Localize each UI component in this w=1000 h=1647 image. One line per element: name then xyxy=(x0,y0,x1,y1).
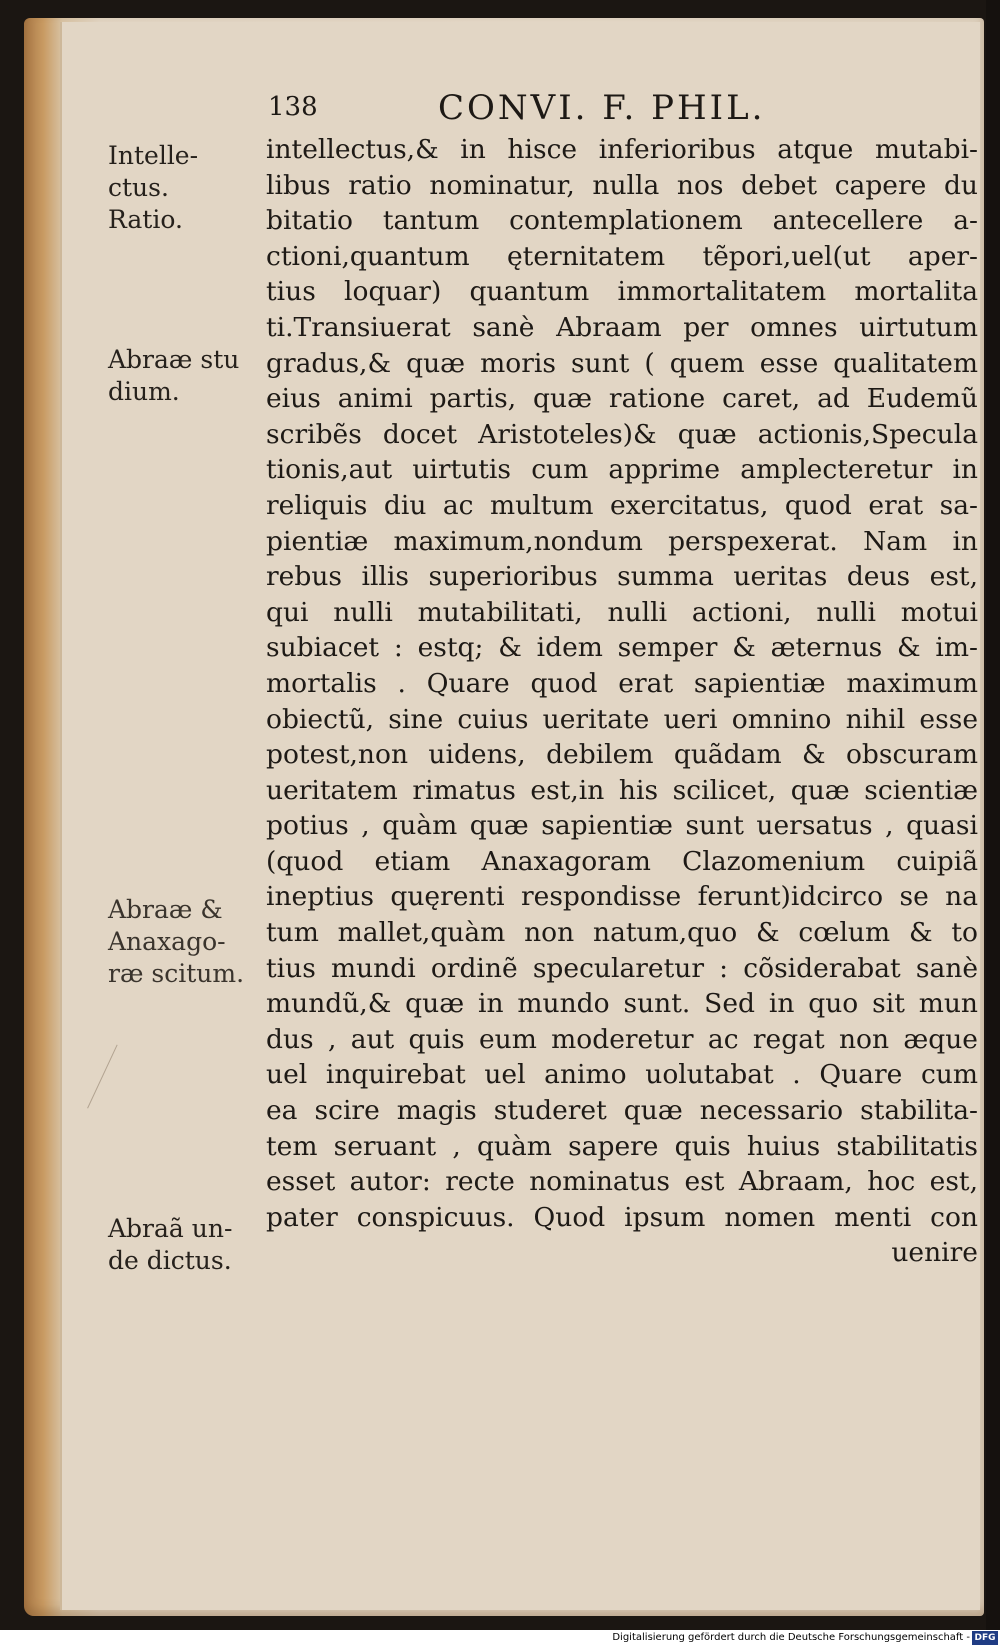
text-line: gradus,& quæ moris sunt ( quem esse qualitatem xyxy=(266,347,978,379)
text-line: (quod etiam Anaxagoram Clazomenium cuipiã xyxy=(266,845,978,877)
text-line: ti.Transiuerat sanè Abraam per omnes uirtutum xyxy=(266,311,978,343)
text-line: uel inquirebat uel animo uolutabat . Quare cum xyxy=(266,1059,978,1091)
scan-right-border xyxy=(986,0,1000,1630)
running-title: CONVI. F. PHIL. xyxy=(438,88,766,128)
margin-note-abraam-unde-dictus xyxy=(108,1213,268,1277)
text-line: tum mallet,quàm non natum,quo & cœlum & to xyxy=(266,917,978,949)
margin-note-line: Ratio. xyxy=(108,205,183,234)
text-line: qui nulli mutabilitati, nulli actioni, nulli motui xyxy=(266,596,978,628)
margin-note-line: Abraã un- xyxy=(108,1214,233,1243)
margin-note-line: dium. xyxy=(108,377,180,406)
margin-note-line: Abraæ & xyxy=(108,895,223,924)
margin-note-line: ctus. xyxy=(108,173,169,202)
running-head xyxy=(268,88,828,134)
page-number: 138 xyxy=(268,92,318,122)
margin-note-line: Intelle- xyxy=(108,141,199,170)
margin-note-line: Abraæ stu xyxy=(108,345,240,374)
text-line: ea scire magis studeret quæ necessario stabilita- xyxy=(266,1095,978,1127)
text-line: mundũ,& quæ in mundo sunt. Sed in quo sit mun xyxy=(266,988,978,1020)
margin-note-abrae-anaxagorae xyxy=(108,894,268,990)
text-line: ctioni,quantum ęternitatem tẽpori,uel(ut aper- xyxy=(266,240,978,272)
text-line: pientiæ maximum,nondum perspexerat. Nam in xyxy=(266,525,978,557)
text-line: tionis,aut uirtutis cum apprime amplecteretur in xyxy=(266,454,978,486)
funding-credit: Digitalisierung gefördert durch die Deutsche Forschungsgemeinschaft - xyxy=(612,1632,970,1643)
text-line: uenire xyxy=(891,1237,978,1269)
text-line: eius animi partis, quæ ratione caret, ad Eudemũ xyxy=(266,383,978,415)
text-line: reliquis diu ac multum exercitatus, quod erat sa- xyxy=(266,489,978,521)
text-line: ineptius quęrenti respondisse ferunt)idcirco se na xyxy=(266,881,978,913)
text-line: tius mundi ordinẽ specularetur : cõsiderabat sanè xyxy=(266,952,978,984)
margin-note-line: Anaxago- xyxy=(108,927,226,956)
text-line: bitatio tantum contemplationem antecellere a- xyxy=(266,205,978,237)
text-line: potest,non uidens, debilem quãdam & obscuram xyxy=(266,739,978,771)
text-line: subiacet : estq; & idem semper & æternus & im- xyxy=(266,632,978,664)
text-line: obiectũ, sine cuius ueritate ueri omnino nihil esse xyxy=(266,703,978,735)
text-line: potius , quàm quæ sapientiæ sunt uersatus , quasi xyxy=(266,810,978,842)
margin-note-line: ræ scitum. xyxy=(108,959,245,988)
dfg-logo: DFG xyxy=(972,1631,998,1645)
margin-note-line: de dictus. xyxy=(108,1246,232,1275)
body-text xyxy=(266,132,978,1271)
margin-note-intellectus xyxy=(108,140,268,236)
text-line: rebus illis superioribus summa ueritas deus est, xyxy=(266,561,978,593)
text-line: mortalis . Quare quod erat sapientiæ maximum xyxy=(266,667,978,699)
text-line: dus , aut quis eum moderetur ac regat non æque xyxy=(266,1023,978,1055)
text-line: libus ratio nominatur, nulla nos debet capere du xyxy=(266,169,978,201)
text-line: scribẽs docet Aristoteles)& quæ actionis,Specula xyxy=(266,418,978,450)
text-line: intellectus,& in hisce inferioribus atque mutabi- xyxy=(266,134,978,165)
text-line: tius loquar) quantum immortalitatem mortalita xyxy=(266,276,978,308)
text-line: esset autor: recte nominatus est Abraam, hoc est, xyxy=(266,1166,978,1198)
margin-note-abrae-studium xyxy=(108,344,268,408)
footer-bar xyxy=(0,1630,1000,1647)
text-line: ueritatem rimatus est,in his scilicet, quæ scientiæ xyxy=(266,774,978,806)
text-line: pater conspicuus. Quod ipsum nomen menti con xyxy=(266,1201,978,1233)
text-line: tem seruant , quàm sapere quis huius stabilitatis xyxy=(266,1130,978,1162)
